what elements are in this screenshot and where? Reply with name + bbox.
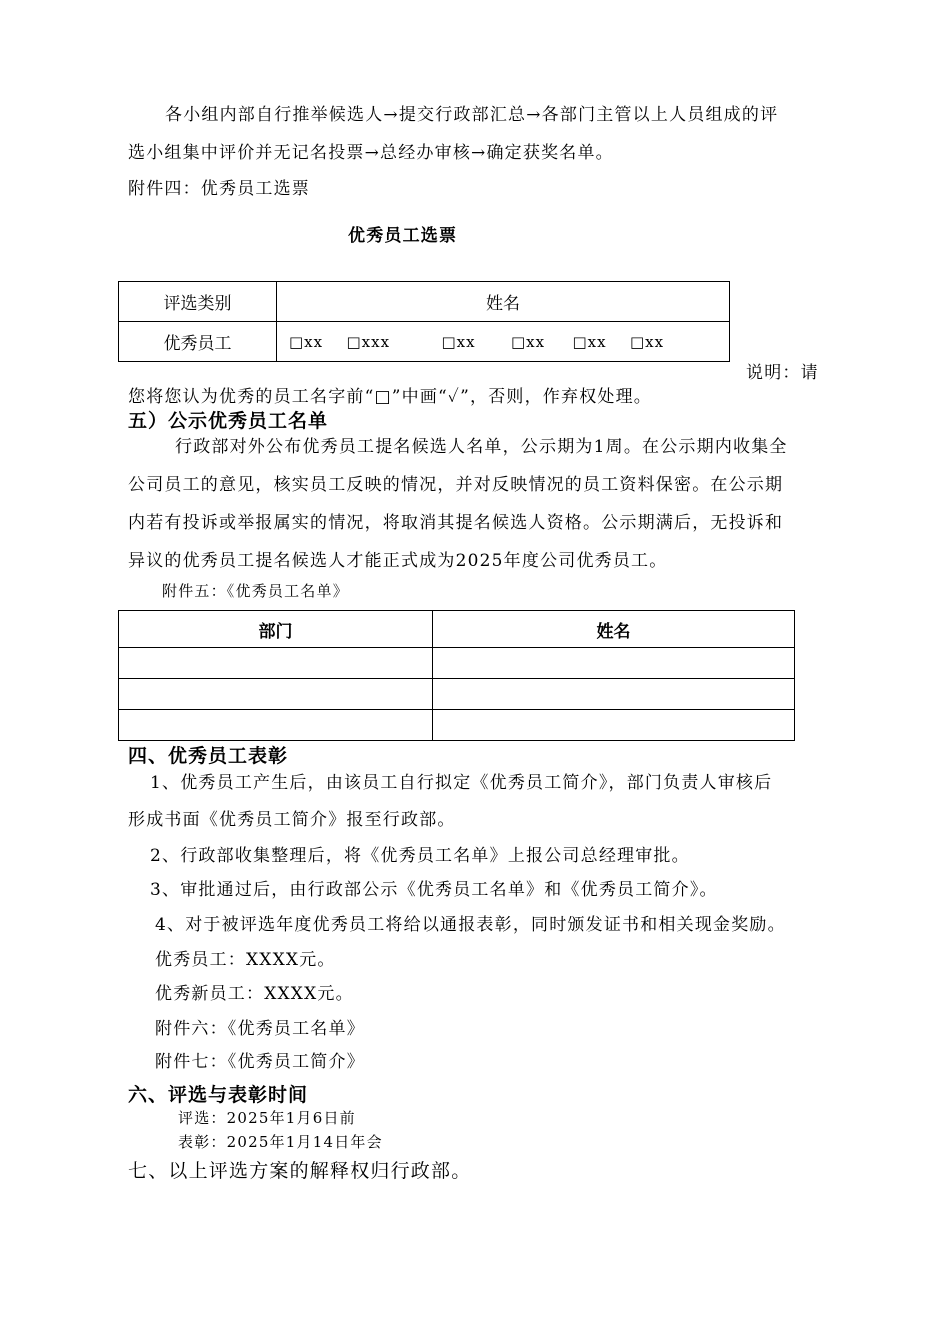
table-row <box>119 648 795 679</box>
selection-time: 评选：2025年1月6日前 <box>178 1109 356 1127</box>
section5-line1: 行政部对外公布优秀员工提名候选人名单，公示期为1周。在公示期内收集全 <box>175 437 788 457</box>
ballot-table <box>118 281 730 362</box>
ballot-option-4[interactable]: □xx <box>510 332 546 351</box>
section4-item1-line1: 1、优秀员工产生后，由该员工自行拟定《优秀员工简介》，部门负责人审核后 <box>150 773 773 793</box>
table-row <box>119 679 795 710</box>
table-row <box>119 710 795 741</box>
note-part1: 说明：请 <box>746 363 819 383</box>
table-cell-name[interactable] <box>433 679 795 710</box>
table-cell-dept[interactable] <box>119 648 433 679</box>
section4-item1-line2: 形成书面《优秀员工简介》报至行政部。 <box>128 810 456 830</box>
attachment5-label: 附件五：《优秀员工名单》 <box>162 582 349 600</box>
table-header-dept: 部门 <box>119 611 433 648</box>
table-cell-dept[interactable] <box>119 710 433 741</box>
para1-line1: 各小组内部自行推举候选人→提交行政部汇总→各部门主管以上人员组成的评 <box>165 105 779 125</box>
table-cell-name[interactable] <box>433 710 795 741</box>
ballot-row-category: 优秀员工 <box>119 322 277 362</box>
ballot-option-5[interactable]: □xx <box>572 332 607 351</box>
ballot-header-category: 评选类别 <box>119 282 277 322</box>
attachment7-label: 附件七：《优秀员工简介》 <box>155 1052 365 1072</box>
ballot-option-3[interactable]: □xx <box>441 332 476 351</box>
section5-line4: 异议的优秀员工提名候选人才能正式成为2025年度公司优秀员工。 <box>128 551 668 571</box>
section4-heading: 四、优秀员工表彰 <box>128 745 289 767</box>
ballot-title: 优秀员工选票 <box>348 226 458 246</box>
attachment6-label: 附件六：《优秀员工名单》 <box>155 1019 365 1039</box>
commendation-time: 表彰：2025年1月14日年会 <box>178 1133 383 1151</box>
section4-item3: 3、审批通过后，由行政部公示《优秀员工名单》和《优秀员工简介》。 <box>150 880 718 900</box>
section5-line3: 内若有投诉或举报属实的情况，将取消其提名候选人资格。公示期满后，无投诉和 <box>128 513 784 533</box>
section4-item2: 2、行政部收集整理后，将《优秀员工名单》上报公司总经理审批。 <box>150 846 690 866</box>
table-header-name: 姓名 <box>433 611 795 648</box>
note-part2: 您将您认为优秀的员工名字前“□”中画“✓”，否则，作弃权处理。 <box>128 387 652 407</box>
section7-heading: 七、以上评选方案的解释权归行政部。 <box>128 1160 472 1182</box>
para1-line2: 选小组集中评价并无记名投票→总经办审核→确定获奖名单。 <box>128 143 614 163</box>
reward-new-employee: 优秀新员工：XXXX元。 <box>155 984 354 1004</box>
ballot-options <box>277 322 730 362</box>
section5-heading: 五）公示优秀员工名单 <box>128 410 329 432</box>
section6-heading: 六、评选与表彰时间 <box>128 1084 309 1106</box>
table-cell-name[interactable] <box>433 648 795 679</box>
table-cell-dept[interactable] <box>119 679 433 710</box>
ballot-option-2[interactable]: □xxx <box>346 332 391 351</box>
reward-employee: 优秀员工：XXXX元。 <box>155 950 336 970</box>
section5-line2: 公司员工的意见，核实员工反映的情况，并对反映情况的员工资料保密。在公示期 <box>128 475 784 495</box>
employee-list-table <box>118 610 795 741</box>
ballot-header-name: 姓名 <box>277 282 730 322</box>
ballot-option-1[interactable]: □xx <box>289 332 324 351</box>
section4-item4: 4、对于被评选年度优秀员工将给以通报表彰，同时颁发证书和相关现金奖励。 <box>155 915 786 935</box>
ballot-option-6[interactable]: □xx <box>629 332 665 351</box>
attachment4-label: 附件四：优秀员工选票 <box>128 179 310 199</box>
